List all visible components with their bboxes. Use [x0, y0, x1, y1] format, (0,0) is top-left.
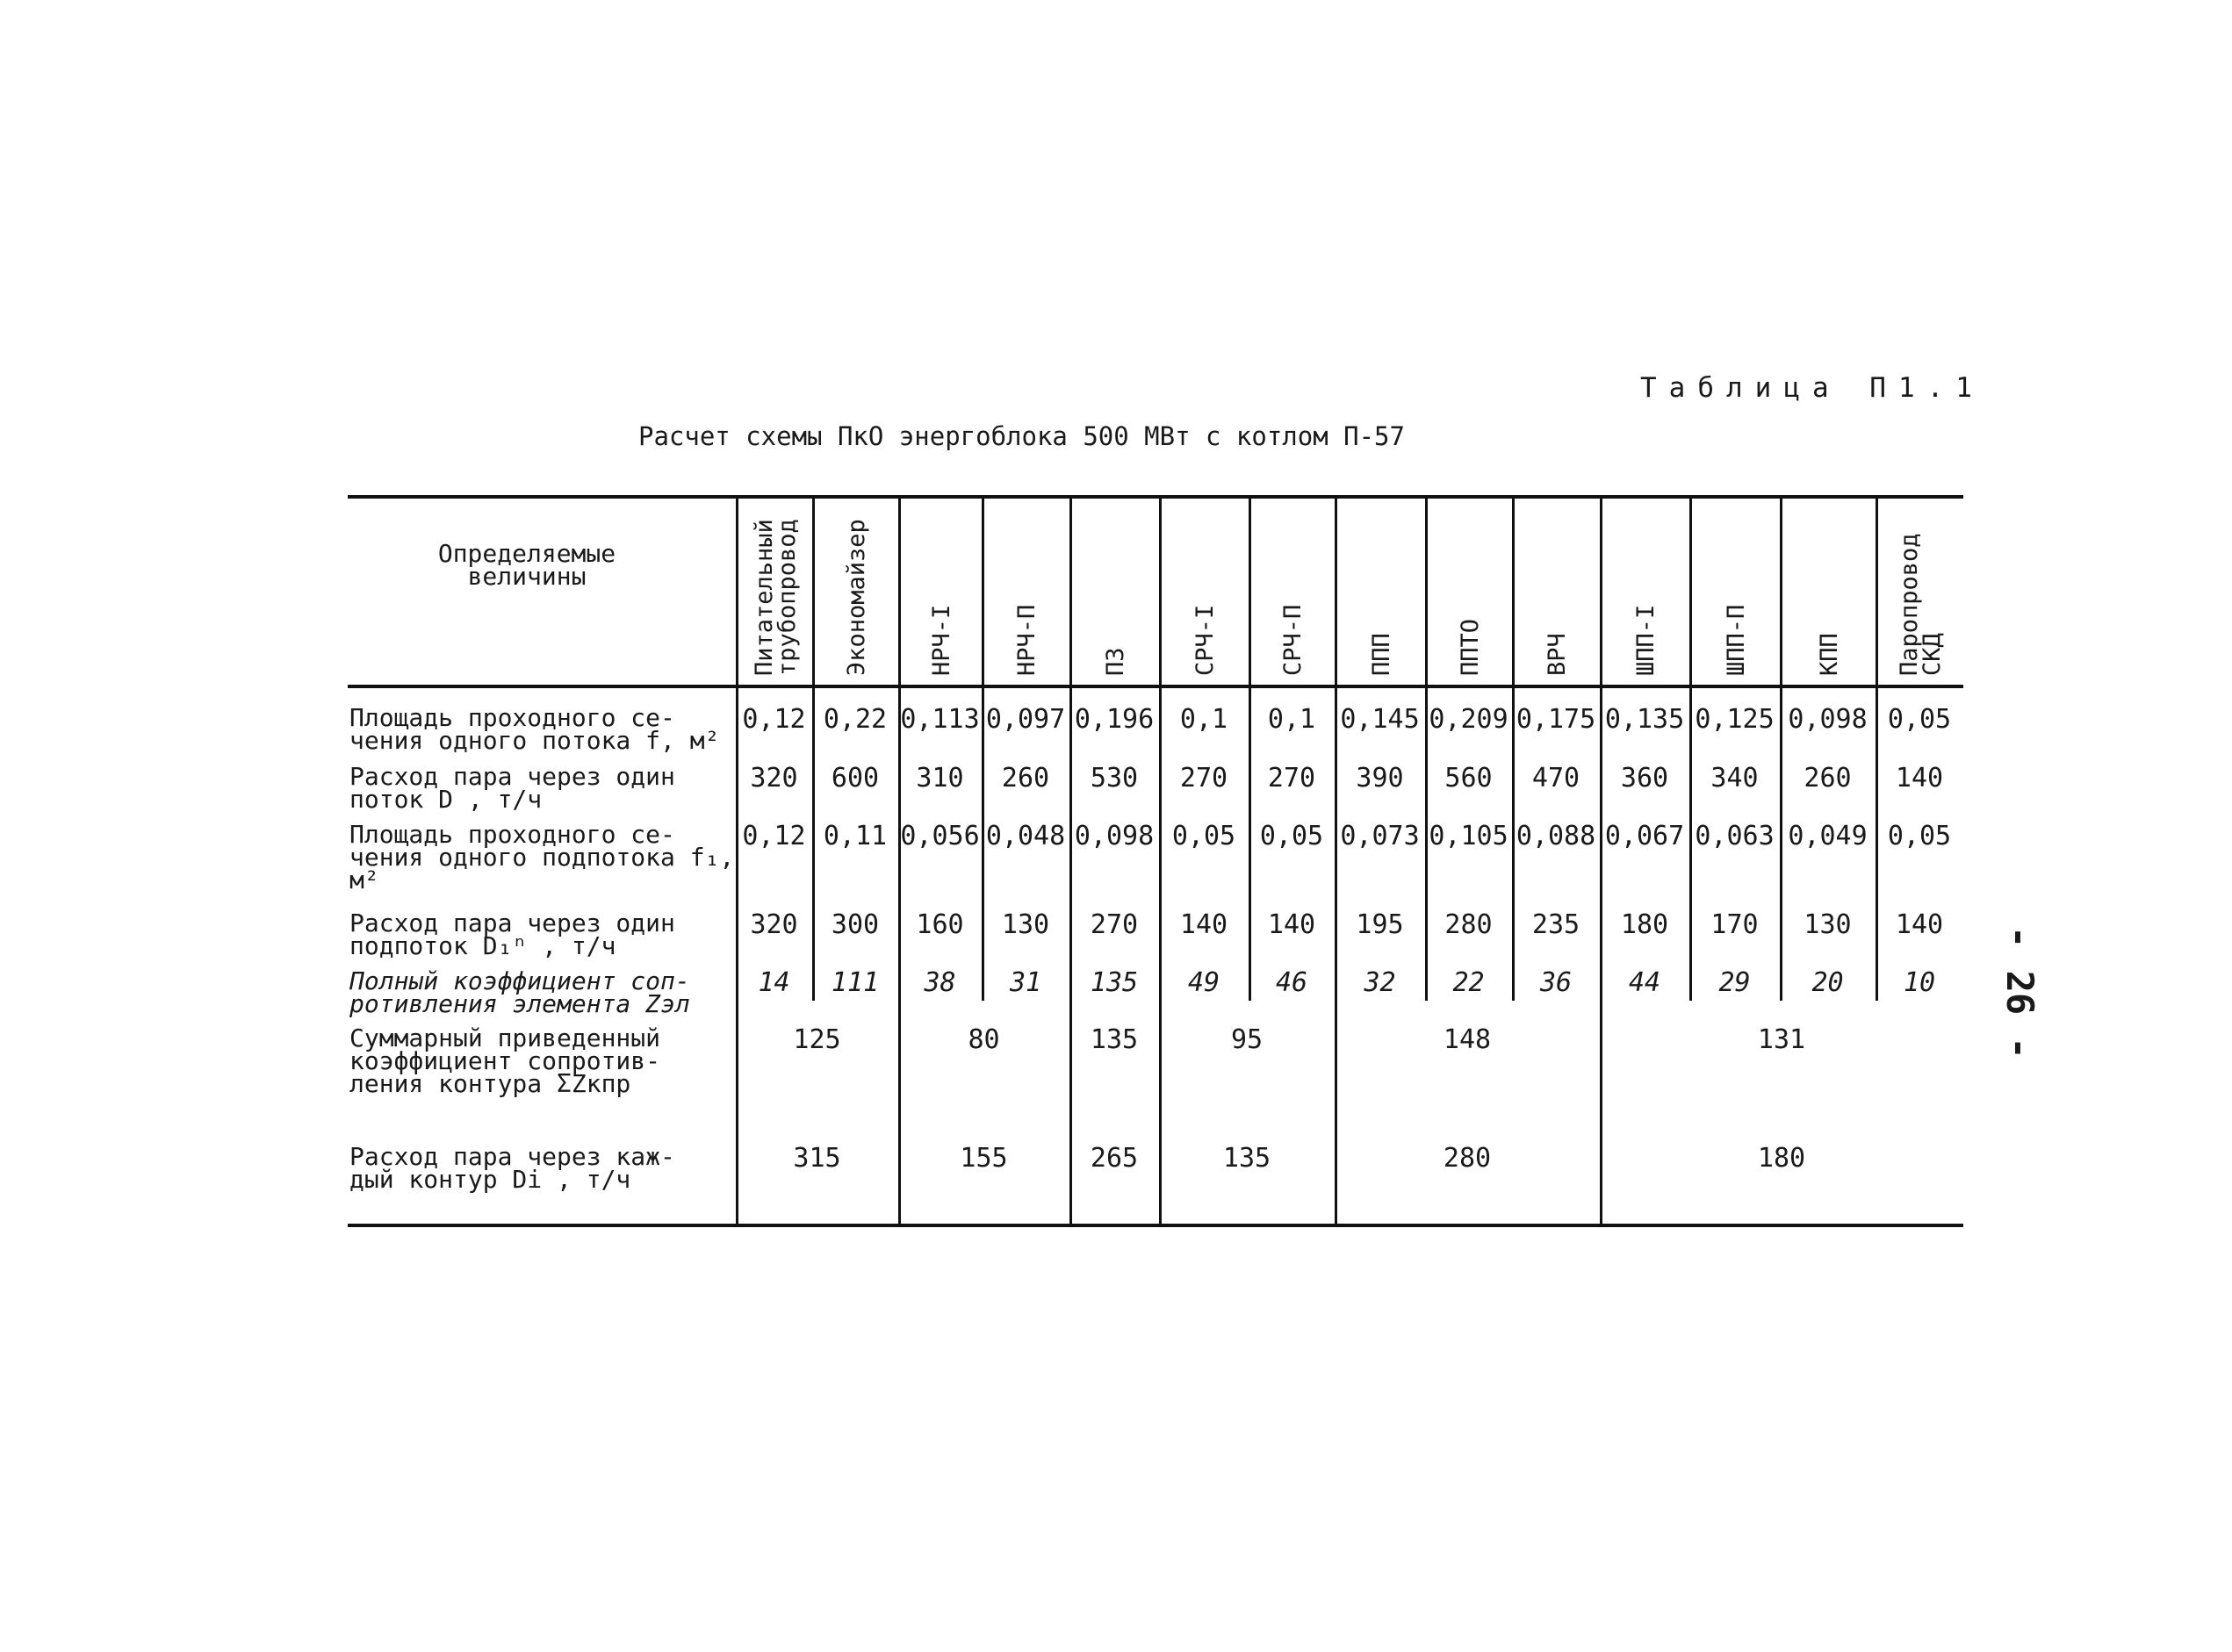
table-cell: 310 [916, 763, 964, 794]
column-divider [1600, 497, 1602, 1225]
table-cell: 135 [1090, 967, 1139, 998]
table-cell: 260 [1001, 763, 1050, 794]
column-header-line: ПЗ [1102, 647, 1129, 676]
column-header-line: Паропровод [1896, 533, 1923, 676]
table-cell: 0,067 [1604, 821, 1685, 851]
table-cell: 140 [1895, 763, 1944, 794]
column-divider [1069, 497, 1072, 1225]
group-cell: 148 [1443, 1024, 1492, 1055]
table-cell: 0,12 [742, 704, 806, 735]
table-cell: 14 [758, 967, 790, 998]
table-cell: 0,05 [1171, 821, 1236, 851]
group-cell: 280 [1443, 1143, 1492, 1174]
column-header-line: НРЧ-П [1013, 604, 1040, 676]
table-cell: 0,05 [1887, 704, 1952, 735]
table-cell: 270 [1090, 909, 1139, 940]
row-label-line: поток D , т/ч [349, 785, 543, 814]
table-cell: 130 [1001, 909, 1050, 940]
table-caption: Расчет схемы ПкО энергоблока 500 МВт с котлом П-57 [638, 421, 1405, 451]
table-cell: 0,145 [1340, 704, 1420, 735]
group-cell: 135 [1222, 1143, 1271, 1174]
column-header [1013, 604, 1040, 676]
column-header-line: СРЧ-I [1192, 604, 1219, 676]
table-cell: 46 [1275, 967, 1308, 998]
table-cell: 280 [1444, 909, 1493, 940]
table-cell: 49 [1187, 967, 1220, 998]
table-cell: 32 [1364, 967, 1396, 998]
column-header [750, 519, 801, 676]
table-cell: 111 [831, 967, 880, 998]
row-label-line: Расход пара через каж- [349, 1142, 675, 1171]
table-cell: 0,209 [1429, 704, 1508, 735]
table-cell: 0,125 [1695, 704, 1775, 735]
row-label-line: подпоток D₁ⁿ , т/ч [349, 931, 616, 960]
row-label-line: коэффициент сопротив- [349, 1046, 661, 1075]
table-cell: 270 [1267, 763, 1316, 794]
table-cell: 320 [750, 909, 798, 940]
row-label [349, 1142, 736, 1194]
table-cell: 140 [1179, 909, 1228, 940]
table-bottom-rule [348, 1224, 1963, 1227]
table-cell: 38 [924, 967, 956, 998]
table-top-rule [348, 495, 1963, 499]
row-label [349, 762, 736, 814]
group-cell: 131 [1757, 1024, 1806, 1055]
table-cell: 0,063 [1695, 821, 1775, 851]
table-cell: 0,097 [985, 704, 1066, 735]
table-cell: 36 [1539, 967, 1573, 998]
table-cell: 29 [1718, 967, 1751, 998]
row-label [349, 703, 736, 755]
table-cell: 340 [1710, 763, 1759, 794]
row-label [349, 966, 736, 1018]
row-label-line: чения одного подпотока f₁, [349, 843, 735, 872]
column-header-line: ШПП-I [1632, 604, 1660, 676]
group-cell: 315 [793, 1143, 841, 1174]
table-cell: 22 [1452, 967, 1485, 998]
table-cell: 0,073 [1340, 821, 1420, 851]
table-cell: 0,113 [900, 704, 980, 735]
column-divider [1159, 497, 1162, 1225]
table-cell: 170 [1710, 909, 1759, 940]
table-cell: 20 [1811, 967, 1844, 998]
row-label-line: Площадь проходного се- [349, 703, 675, 732]
group-cell: 95 [1230, 1024, 1264, 1055]
table-cell: 0,105 [1429, 821, 1508, 851]
first-column-header [351, 539, 702, 591]
column-header [1722, 604, 1750, 676]
table-cell: 10 [1903, 967, 1936, 998]
column-header-line: Питательный [750, 519, 778, 676]
row-label-line: м² [349, 866, 379, 894]
column-divider [736, 497, 738, 1225]
group-cell: 80 [968, 1024, 1000, 1055]
table-cell: 0,098 [1074, 821, 1155, 851]
column-header-line: ППП [1367, 633, 1395, 676]
row-label-line: Площадь проходного се- [349, 820, 675, 849]
group-cell: 135 [1090, 1024, 1139, 1055]
table-cell: 0,1 [1179, 704, 1228, 735]
column-header [1194, 605, 1217, 676]
row-label-line: чения одного потока f, м² [349, 726, 720, 755]
column-header-line: СКД [1919, 633, 1946, 676]
table-cell: 0,05 [1887, 821, 1952, 851]
column-header [1815, 633, 1843, 676]
column-header [1546, 633, 1569, 676]
table-cell: 31 [1009, 967, 1042, 998]
table-cell: 0,22 [823, 704, 888, 735]
row-label-line: ления контура ΣZкпр [349, 1069, 631, 1098]
group-cell: 125 [793, 1024, 841, 1055]
table-cell: 0,135 [1604, 704, 1685, 735]
column-header [1367, 633, 1395, 676]
column-header-line: Экономайзер [843, 519, 870, 676]
column-divider [1335, 497, 1337, 1225]
table-cell: 130 [1804, 909, 1852, 940]
column-divider [898, 497, 901, 1225]
table-cell: 0,175 [1516, 704, 1596, 735]
table-cell: 195 [1356, 909, 1404, 940]
column-header [1632, 604, 1660, 676]
row-label-line: дый контур Di , т/ч [349, 1165, 631, 1194]
table-cell: 140 [1267, 909, 1316, 940]
table-cell: 270 [1179, 763, 1228, 794]
column-header-line: СРЧ-П [1279, 604, 1307, 676]
row-label-line: Суммарный приведенный [349, 1024, 661, 1052]
group-cell: 265 [1090, 1143, 1139, 1174]
table-label: Таблица П1.1 [1640, 372, 1984, 404]
column-header [1279, 604, 1307, 676]
table-cell: 470 [1531, 763, 1580, 794]
table-cell: 0,048 [985, 821, 1066, 851]
first-header-line-1: Определяемые [437, 539, 616, 568]
table-cell: 235 [1531, 909, 1580, 940]
table-cell: 160 [916, 909, 964, 940]
table-cell: 300 [831, 909, 880, 940]
table-cell: 530 [1090, 763, 1139, 794]
column-header [927, 604, 955, 676]
column-header-line: ППТО [1456, 618, 1484, 676]
column-header-line: НРЧ-I [927, 604, 955, 676]
table-cell: 320 [750, 763, 798, 794]
table-cell: 390 [1356, 763, 1404, 794]
group-cell: 180 [1757, 1143, 1806, 1174]
header-bottom-rule [348, 685, 1963, 688]
column-header [843, 519, 870, 676]
column-header-line: КПП [1815, 633, 1843, 676]
row-label [349, 820, 736, 894]
first-header-line-2: величины [467, 562, 587, 591]
column-header-line: трубопровод [773, 519, 801, 676]
table-cell: 0,11 [823, 821, 888, 851]
table-cell: 140 [1895, 909, 1944, 940]
row-label-line: Полный коэффициент соп- [349, 966, 690, 995]
table-cell: 0,05 [1259, 821, 1324, 851]
column-header [1456, 618, 1484, 676]
row-label-line: ротивления элемента Zэл [349, 989, 690, 1018]
table-cell: 0,098 [1788, 704, 1868, 735]
table-cell: 600 [831, 763, 880, 794]
table-cell: 0,1 [1267, 704, 1316, 735]
row-label [349, 1024, 736, 1098]
table-cell: 0,088 [1516, 821, 1596, 851]
column-header-line: ВРЧ [1544, 633, 1571, 676]
row-label [349, 909, 736, 960]
column-header [1102, 647, 1129, 676]
table-cell: 0,12 [742, 821, 806, 851]
table-cell: 0,049 [1788, 821, 1868, 851]
column-header [1898, 533, 1944, 676]
table-cell: 0,056 [900, 821, 980, 851]
group-cell: 155 [960, 1143, 1008, 1174]
row-label-line: Расход пара через один [349, 909, 675, 937]
table-cell: 560 [1444, 763, 1493, 794]
page-number: - 26 - [1998, 926, 2041, 1059]
table-cell: 180 [1620, 909, 1669, 940]
column-header-line: ШПП-П [1722, 604, 1750, 676]
table-cell: 260 [1804, 763, 1852, 794]
row-label-line: Расход пара через один [349, 762, 675, 791]
table-cell: 360 [1620, 763, 1669, 794]
table-cell: 44 [1628, 967, 1661, 998]
table-cell: 0,196 [1074, 704, 1155, 735]
